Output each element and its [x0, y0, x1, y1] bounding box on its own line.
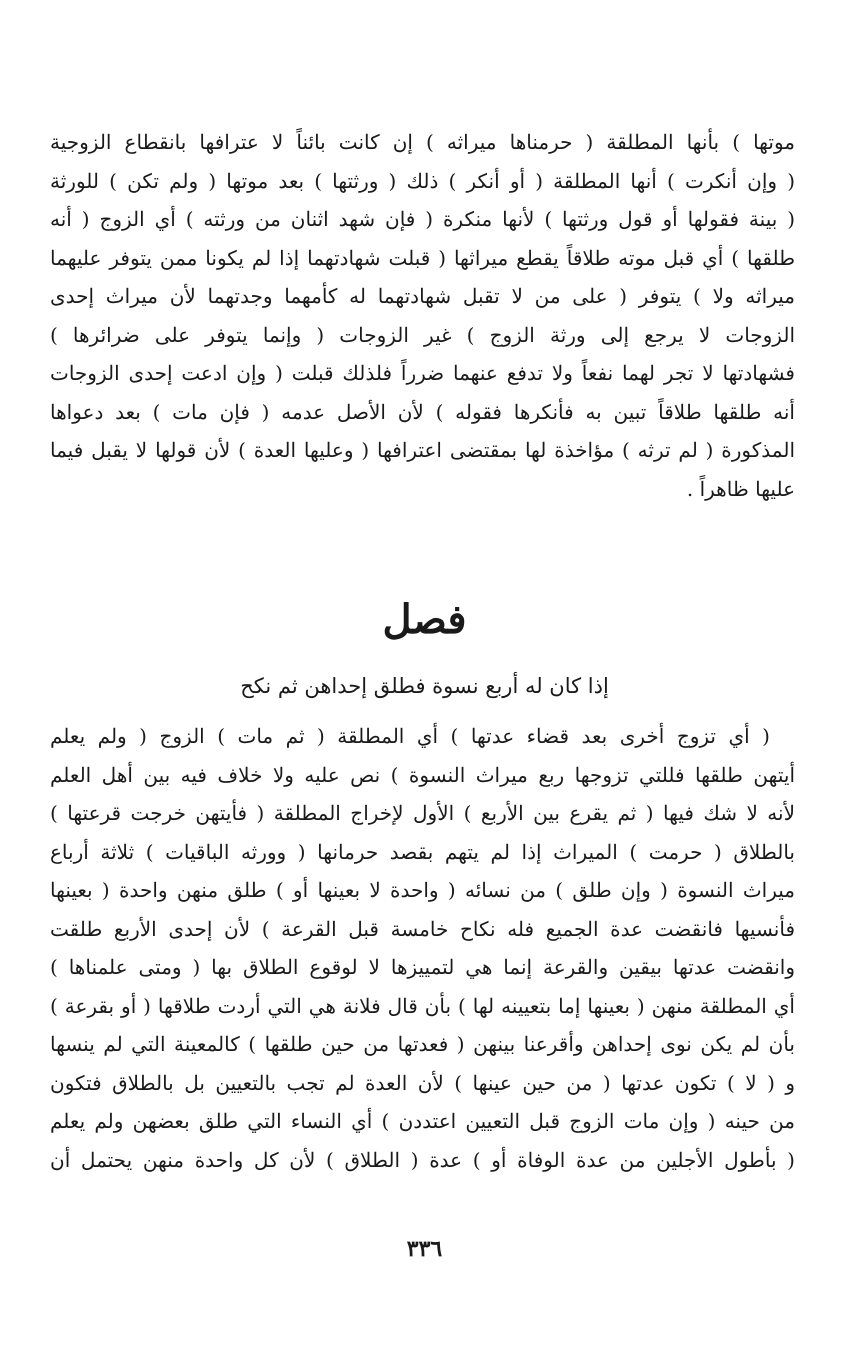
- text-line: موتها ) بأنها المطلقة ( حرمناها ميراثه ) إن كانت بائناً لا عترافها بانقطاع الزوجية: [50, 130, 795, 154]
- text-line: من حينه ( وإن مات الزوج قبل التعيين اعتددن ) أي النساء التي طلق بعضهن ولم يعلم: [50, 1109, 795, 1133]
- text-line: عليها ظاهراً .: [686, 476, 795, 501]
- text-line: بأن لم يكن نوى إحداهن وأقرعنا بينهن ( فعدتها من حين طلقها ) كالمعينة التي لم ينسها: [50, 1032, 795, 1056]
- text-line: المذكورة ( لم ترثه ) مؤاخذة لها بمقتضى اعترافها ( وعليها العدة ) لأن قولها لا يقبل فيما: [50, 438, 795, 462]
- text-line: أي المطلقة منهن ( بعينها إما بتعيينه لها ) بأن قال فلانة هي التي أردت طلاقها ( أو بقرعة ): [50, 993, 795, 1018]
- page-number: ٣٣٦: [406, 1236, 443, 1262]
- text-line: ( بينة فقولها أو قول ورثتها ) لأنها منكرة ( فإن شهد اثنان من ورثته ) أي الزوج ( أنه: [50, 207, 795, 231]
- text-line: ميراثه ولا ) يتوفر ( على من لا تقبل شهادتهما له كأمهما وجدتهما لأن ميراث إحدى: [50, 284, 795, 308]
- text-line: فشهادتها لا تجر لهما نفعاً ولا تدفع عنهما ضرراً فلذلك قبلت ( وإن ادعت إحدى الزوجات: [50, 361, 795, 385]
- text-line: و ( لا ) تكون عدتها ( من حين عينها ) لأن العدة لم تجب بالتعيين بل بالطلاق فتكون: [50, 1070, 795, 1095]
- paragraph-continuation: [50, 123, 795, 508]
- section-subheading: إذا كان له أربع نسوة فطلق إحداهن ثم نكح: [240, 674, 609, 698]
- text-line: أنه طلقها طلاقاً تبين به فأنكرها فقوله ) لأن الأصل عدمه ( فإن مات ) بعد دعواها: [50, 399, 795, 424]
- section-heading: فصل: [382, 596, 467, 643]
- text-line: الزوجات لا يرجع إلى ورثة الزوج ) غير الزوجات ( وإنما يتوفر على ضرائرها ): [50, 322, 795, 347]
- text-line: لأنه لا شك فيها ( ثم يقرع بين الأربع ) الأول لإخراج المطلقة ( فأيتهن خرجت قرعتها ): [50, 801, 795, 825]
- paragraph-section: [50, 717, 795, 1179]
- text-line: ( أي تزوج أخرى بعد قضاء عدتها ) أي المطلقة ( ثم مات ) الزوج ( ولم يعلم: [50, 724, 770, 748]
- text-line: بالطلاق ( حرمت ) الميراث إذا لم يتهم بقصد حرمانها ( وورثه الباقيات ) ثلاثة أرباع: [50, 839, 795, 864]
- text-line: ( بأطول الأجلين من عدة الوفاة أو ) عدة ( الطلاق ) لأن كل واحدة منهن يحتمل أن: [50, 1147, 795, 1172]
- text-line: أيتهن طلقها فللتي تزوجها ربع ميراث النسوة ) نص عليه ولا خلاف فيه بين أهل العلم: [50, 762, 795, 787]
- text-line: وانقضت عدتها بيقين والقرعة إنما هي لتمييزها لا لوقوع الطلاق بها ( ومتى علمناها ): [50, 955, 795, 979]
- text-line: طلقها ) أي قبل موته طلاقاً يقطع ميراثها ( قبلت شهادتهما إذا لم يكونا ممن يتوفر عليهما: [50, 245, 795, 270]
- text-line: ميراث النسوة ( وإن طلق ) من نسائه ( واحدة لا بعينها أو ) طلق منهن واحدة ( بعينها: [50, 878, 795, 902]
- text-line: فأنسيها فانقضت عدة الجميع فله نكاح خامسة قبل القرعة ) لأن إحدى الأربع طلقت: [50, 916, 795, 941]
- text-line: ( وإن أنكرت ) أنها المطلقة ( أو أنكر ) ذلك ( ورثتها ) بعد موتها ( ولم تكن ) للورثة: [50, 168, 795, 193]
